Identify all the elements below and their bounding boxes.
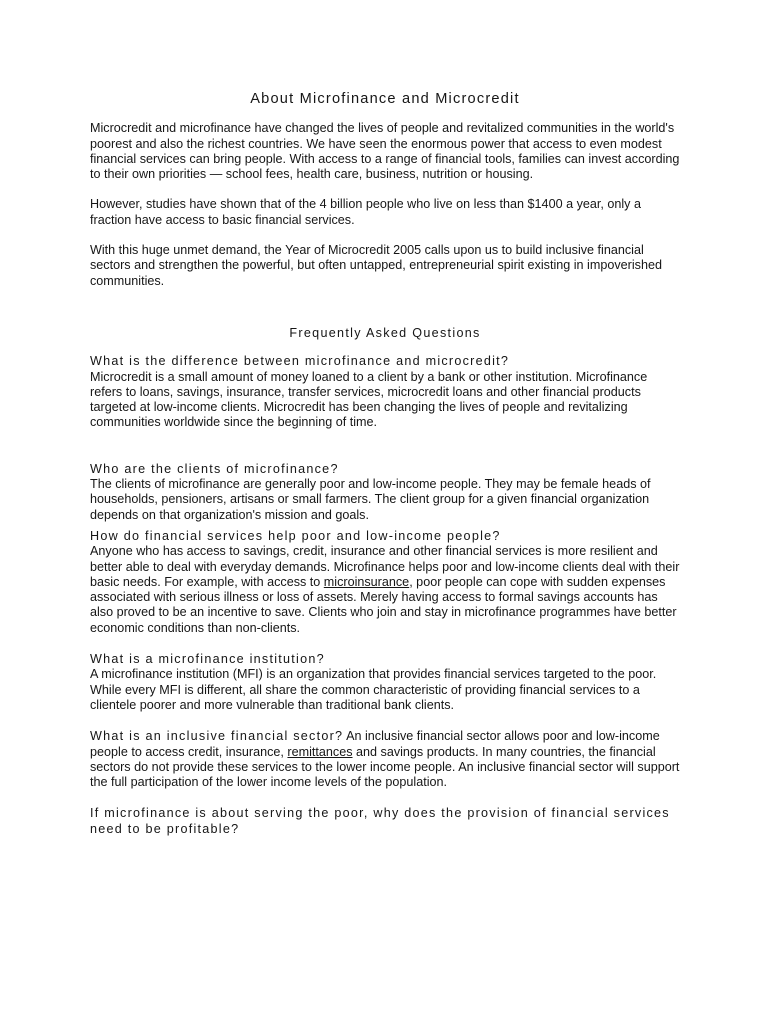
faq-answer-text: Anyone who has access to savings, credit, insurance and other financial services is more resilient and better able to deal with everyday demands. Microfinance helps poor and low-income clients deal with their basic needs. For example, with access to [90, 544, 680, 589]
faq-item-clients [90, 462, 680, 523]
faq-item-profitable [90, 806, 680, 837]
faq-question: Who are the clients of microfinance? [90, 461, 339, 476]
faq-question: If microfinance is about serving the poor, why does the provision of financial services need to be profitable? [90, 806, 670, 836]
faq-inline-entry [90, 729, 680, 790]
faq-item-difference [90, 354, 680, 430]
document-title: About Microfinance and Microcredit [250, 91, 520, 107]
faq-answer-text: and savings products. In many countries, the financial sectors do not provide these services to the lower income people. An inclusive financial sector will support the full participation of the lower income levels of the population. [90, 744, 680, 790]
intro-paragraph-3: With this huge unmet demand, the Year of Microcredit 2005 calls upon us to build inclusive financial sectors and strengthen the powerful, but often untapped, entrepreneurial spirit existing in impoverished communities. [90, 243, 662, 288]
remittances-link[interactable]: remittances [287, 744, 353, 759]
intro-paragraph-1: Microcredit and microfinance have changed the lives of people and revitalized communities in the world's poorest and also the richest countries. We have seen the enormous power that access to even modest financial services can bring people. With access to a range of financial tools, families can invest according to their own priorities — school fees, health care, business, nutrition or housing. [90, 121, 680, 182]
faq-answer: Microcredit is a small amount of money loaned to a client by a bank or other institution. Microfinance refers to loans, savings, insurance, transfer services, microcredit loans and other financial products targeted at low-income clients. Microcredit has been changing the lives of people and revitalizing communities worldwide since the beginning of time. [90, 369, 648, 430]
faq-answer [90, 544, 680, 636]
faq-answer-text: , poor people can cope with sudden expenses associated with serious illness or loss of assets. Merely having access to formal savings accounts has also proved to be an incentive to save. Clients who join and stay in microfinance programmes have better economic conditions than non-clients. [90, 574, 677, 635]
faq-question: How do financial services help poor and low-income people? [90, 528, 501, 543]
faq-item-inclusive-sector [90, 729, 680, 790]
faq-question: What is the difference between microfinance and microcredit? [90, 354, 510, 369]
faq-question: What is a microfinance institution? [90, 652, 325, 667]
faq-heading: Frequently Asked Questions [289, 325, 481, 340]
microinsurance-link[interactable]: microinsurance [323, 574, 410, 589]
faq-item-how-help [90, 529, 680, 636]
faq-item-mfi [90, 652, 680, 713]
faq-answer: The clients of microfinance are generally poor and low-income people. They may be female heads of households, pensioners, artisans or small farmers. The client group for a given financial organization depends on that organization's mission and goals. [90, 477, 651, 522]
faq-question: What is an inclusive financial sector? [90, 729, 344, 744]
faq-answer-text: An inclusive financial sector allows poor and low-income people to access credit, insurance, [90, 729, 660, 759]
intro-paragraph-2: However, studies have shown that of the 4 billion people who live on less than $1400 a year, only a fraction have access to basic financial services. [90, 197, 641, 227]
faq-answer: A microfinance institution (MFI) is an organization that provides financial services targeted to the poor. While every MFI is different, all share the common characteristic of providing financial services to a clientele poorer and more vulnerable than traditional bank clients. [90, 667, 657, 712]
